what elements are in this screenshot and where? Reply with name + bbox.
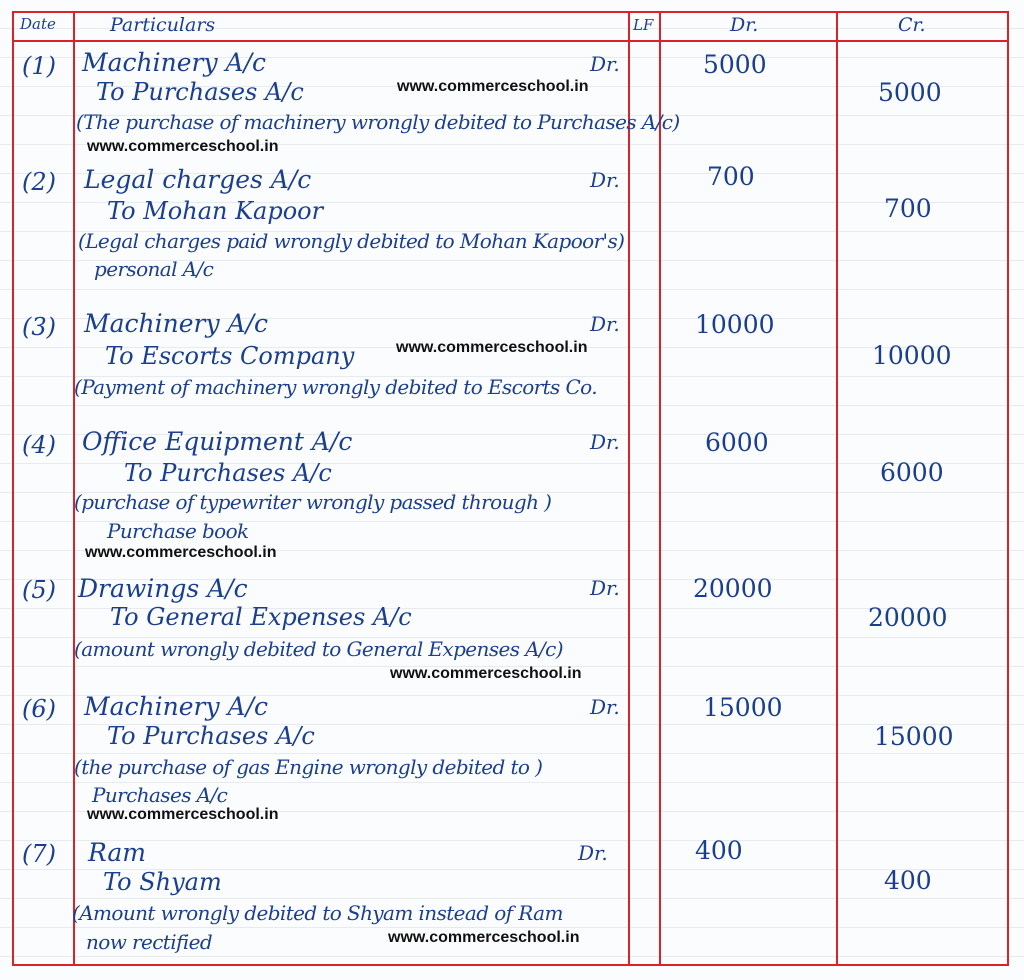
- entry-number: (4): [22, 431, 56, 459]
- watermark: www.commerceschool.in: [397, 78, 589, 95]
- credit-account: To Escorts Company: [105, 342, 355, 370]
- debit-amount: 700: [707, 162, 755, 191]
- entry-number: (7): [22, 840, 56, 868]
- debit-amount: 400: [695, 836, 743, 865]
- entry-number: (2): [22, 168, 56, 196]
- narration: now rectified: [86, 930, 213, 954]
- debit-account: Drawings A/c: [78, 574, 248, 603]
- dr-mark: Dr.: [590, 695, 620, 719]
- header-particulars: Particulars: [110, 14, 216, 36]
- date-column-divider: [73, 11, 75, 966]
- credit-account: To Purchases A/c: [107, 722, 315, 750]
- header-date: Date: [20, 15, 56, 33]
- particulars-column-divider: [628, 11, 630, 966]
- dr-mark: Dr.: [590, 52, 620, 76]
- credit-amount: 700: [884, 194, 932, 223]
- narration: (the purchase of gas Engine wrongly debited to ): [74, 755, 543, 779]
- credit-amount: 15000: [874, 722, 954, 751]
- debit-account: Machinery A/c: [84, 692, 268, 721]
- credit-account: To Shyam: [103, 868, 222, 896]
- header-divider: [12, 40, 1009, 42]
- watermark: www.commerceschool.in: [87, 806, 279, 823]
- debit-column-divider: [836, 11, 838, 966]
- narration: (amount wrongly debited to General Expenses A/c): [74, 637, 563, 661]
- dr-mark: Dr.: [590, 312, 620, 336]
- narration: (The purchase of machinery wrongly debited to Purchases A/c): [76, 110, 680, 134]
- credit-account: To General Expenses A/c: [110, 603, 412, 631]
- credit-amount: 10000: [872, 341, 952, 370]
- watermark: www.commerceschool.in: [87, 138, 279, 155]
- credit-account: To Mohan Kapoor: [107, 197, 324, 225]
- dr-mark: Dr.: [590, 168, 620, 192]
- debit-account: Ram: [88, 838, 147, 867]
- debit-amount: 5000: [703, 50, 767, 79]
- header-lf: LF: [633, 16, 654, 34]
- debit-account: Legal charges A/c: [84, 165, 312, 194]
- watermark: www.commerceschool.in: [390, 665, 582, 682]
- dr-mark: Dr.: [590, 576, 620, 600]
- dr-mark: Dr.: [590, 430, 620, 454]
- debit-amount: 20000: [693, 574, 773, 603]
- credit-amount: 6000: [880, 458, 944, 487]
- debit-amount: 15000: [703, 693, 783, 722]
- watermark: www.commerceschool.in: [396, 339, 588, 356]
- credit-amount: 20000: [868, 603, 948, 632]
- header-debit: Dr.: [730, 14, 759, 36]
- debit-amount: 6000: [705, 428, 769, 457]
- credit-account: To Purchases A/c: [96, 78, 304, 106]
- narration: personal A/c: [94, 257, 214, 281]
- narration: Purchase book: [107, 519, 249, 543]
- dr-mark: Dr.: [578, 841, 608, 865]
- narration: (Legal charges paid wrongly debited to Mohan Kapoor's): [78, 229, 625, 253]
- entry-number: (3): [22, 313, 56, 341]
- entry-number: (5): [22, 576, 56, 604]
- credit-account: To Purchases A/c: [124, 459, 332, 487]
- entry-number: (6): [22, 695, 56, 723]
- watermark: www.commerceschool.in: [388, 929, 580, 946]
- narration: (Amount wrongly debited to Shyam instead of Ram: [72, 901, 563, 925]
- debit-amount: 10000: [695, 310, 775, 339]
- watermark: www.commerceschool.in: [85, 544, 277, 561]
- narration: (Payment of machinery wrongly debited to Escorts Co.: [74, 375, 597, 399]
- narration: Purchases A/c: [92, 783, 228, 807]
- entry-number: (1): [22, 52, 56, 80]
- credit-amount: 400: [884, 866, 932, 895]
- debit-account: Machinery A/c: [82, 48, 266, 77]
- credit-amount: 5000: [878, 78, 942, 107]
- debit-account: Machinery A/c: [84, 309, 268, 338]
- debit-account: Office Equipment A/c: [82, 427, 353, 456]
- narration: (purchase of typewriter wrongly passed through ): [74, 490, 552, 514]
- header-credit: Cr.: [898, 14, 926, 36]
- lf-column-divider: [659, 11, 661, 966]
